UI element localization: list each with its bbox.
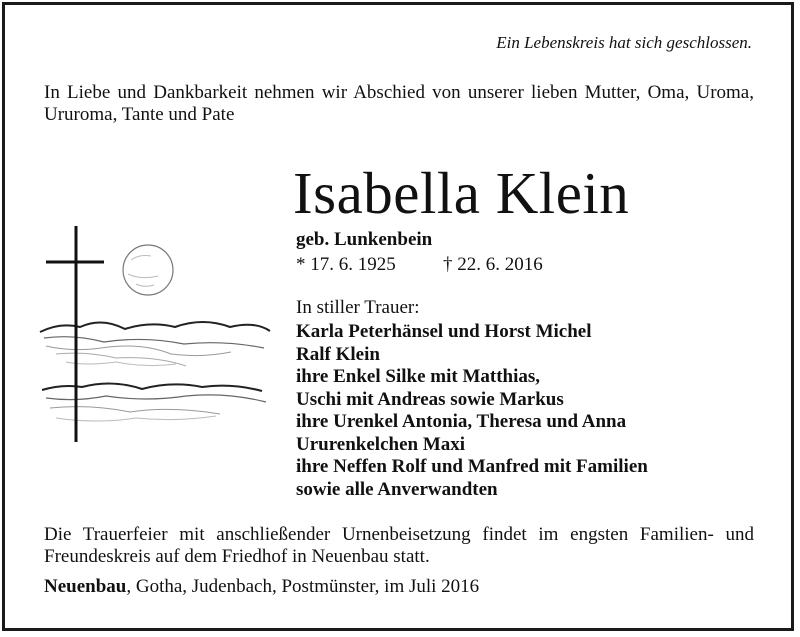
mourner-item: Karla Peterhänsel und Horst Michel bbox=[296, 321, 592, 342]
place-rest: , Gotha, Judenbach, Postmünster, im Juli 2016 bbox=[126, 576, 480, 597]
moon-icon bbox=[123, 245, 173, 295]
life-dates bbox=[296, 254, 543, 276]
mourner-item: Uschi mit Andreas sowie Markus bbox=[296, 388, 564, 410]
deceased-name: Isabella Klein bbox=[293, 160, 630, 226]
place-bold: Neuenbau bbox=[44, 576, 127, 597]
mourners-list bbox=[296, 321, 648, 501]
mourner-item: ihre Urenkel Antonia, Theresa und Anna bbox=[296, 411, 627, 432]
motto: Ein Lebenskreis hat sich geschlossen. bbox=[496, 33, 752, 52]
landscape-cross-illustration bbox=[36, 222, 276, 447]
place-date-line bbox=[44, 576, 479, 598]
service-text: Die Trauerfeier mit anschließender Urnenbeisetzung findet im engsten Familien- und Freundeskreis auf dem Friedhof in Neuenbau statt. bbox=[44, 524, 754, 567]
death-date: † 22. 6. 2016 bbox=[443, 254, 543, 275]
mourning-label: In stiller Trauer: bbox=[296, 297, 420, 318]
mourner-item: ihre Enkel Silke mit Matthias, bbox=[296, 366, 541, 387]
mourner-item: ihre Neffen Rolf und Manfred mit Familien bbox=[296, 456, 648, 477]
mourner-item: Ururenkelchen Maxi bbox=[296, 433, 466, 455]
birth-date: * 17. 6. 1925 bbox=[296, 254, 396, 275]
maiden-name: geb. Lunkenbein bbox=[296, 229, 433, 250]
mourner-item: Ralf Klein bbox=[296, 343, 380, 365]
mourner-item: sowie alle Anverwandten bbox=[296, 478, 498, 500]
intro-text: In Liebe und Dankbarkeit nehmen wir Abschied von unserer lieben Mutter, Oma, Uroma, Ururoma, Tante und Pate bbox=[44, 82, 754, 125]
